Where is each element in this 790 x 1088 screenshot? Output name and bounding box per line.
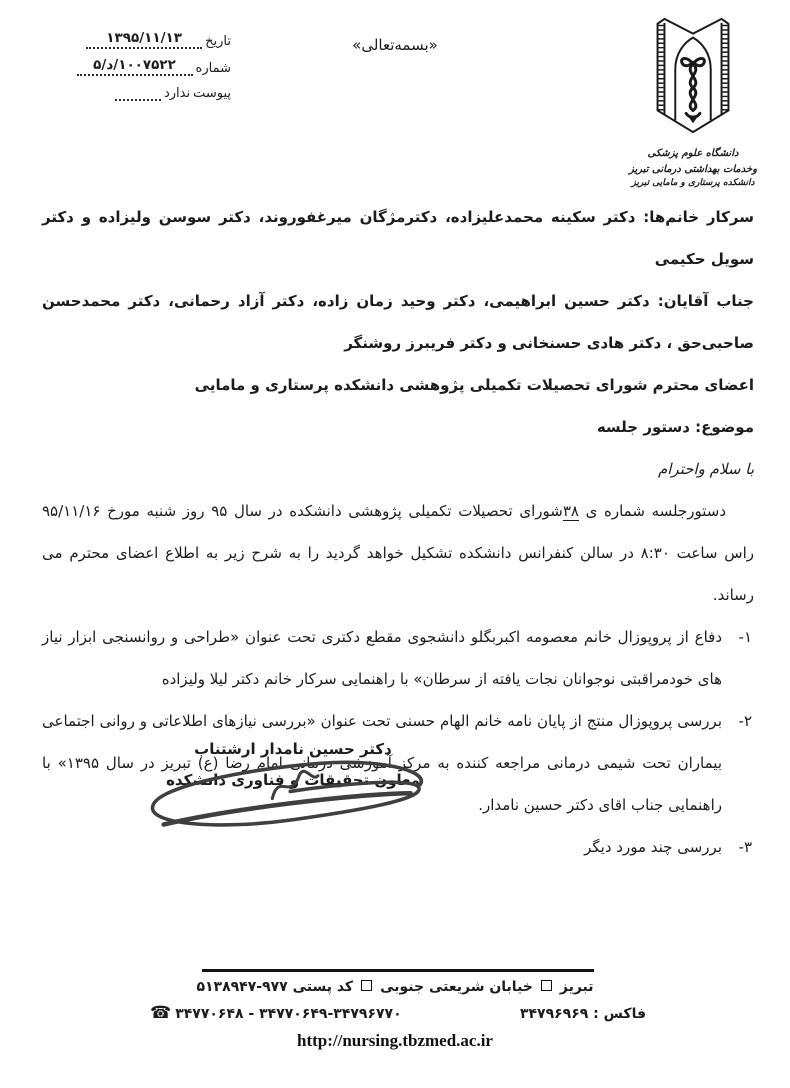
signature-block bbox=[128, 734, 458, 796]
number-label: شماره bbox=[195, 61, 231, 76]
recipients-men-line: جناب آقایان: دکتر حسین ابراهیمی، دکتر وحید زمان زاده، دکتر آزاد رحمانی، دکتر محمدحسن صاحبی‌حق ، دکتر هادی حسنخانی و دکتر فریبرز روشنگر bbox=[42, 292, 754, 352]
salutation-line: با سلام واحترام bbox=[657, 460, 754, 478]
footer-contacts-line bbox=[150, 1005, 646, 1022]
logo-caption-line2: وخدمات بهداشتی درمانی تبریز bbox=[628, 163, 758, 175]
recipients-block bbox=[42, 196, 754, 406]
agenda-item-3-marker: ۳- bbox=[738, 838, 752, 856]
agenda-item-2-text: بررسی پروپوزال منتج از پایان نامه خانم الهام حسنی تحت عنوان «بررسی نیازهای اطلاعاتی و روانی اجتماعی بیماران تحت شیمی درمانی مراجعه کننده به مرکز آموزشی درمانی امام رضا (ع) تبریز در سال ۱۳۹۵» با راهنمایی جناب اقای دکتر حسین نامدار. bbox=[42, 712, 722, 814]
phone-numbers: ۳۴۷۷۰۶۴۸ - ۳۴۷۷۰۶۴۹-۳۴۷۹۶۷۷۰ bbox=[175, 1005, 402, 1022]
number-row bbox=[26, 57, 231, 76]
subject-line: موضوع: دستور جلسه bbox=[596, 418, 754, 436]
address-street: خیابان شریعتی جنوبی bbox=[380, 979, 533, 995]
recipients-women-line: سرکار خانم‌ها: دکتر سکینه محمدعلیزاده، دکترمژگان میرغفوروند، دکتر سوسن ولیزاده و دکتر سویل حکیمی bbox=[42, 208, 754, 268]
recipients-council-line: اعضای محترم شورای تحصیلات تکمیلی پژوهشی دانشکده پرستاری و مامایی bbox=[194, 376, 754, 394]
website-link[interactable]: http://nursing.tbzmed.ac.ir bbox=[297, 1031, 493, 1050]
intro-part1: دستورجلسه شماره ی bbox=[578, 502, 726, 520]
intro-part2: شورای تحصیلات تکمیلی پژوهشی دانشکده در سال ۹۵ روز شنبه مورخ ۹۵/۱۱/۱۶ راس ساعت ۸:۳۰ در سالن کنفرانس دانشکده تشکیل خواهد گردید را به شرح زیر به اطلاع اعضای محترم می رساند. bbox=[42, 502, 754, 604]
session-number: ۳۸ bbox=[562, 502, 579, 520]
signer-title: معاون تحقیقات و فناوری دانشکده bbox=[166, 771, 420, 789]
snake-emblem-icon bbox=[682, 59, 705, 118]
square-bullet-icon bbox=[541, 980, 552, 991]
footer-website-line bbox=[0, 1031, 790, 1051]
attachment-value: ندارد bbox=[163, 86, 191, 101]
date-value: ۱۳۹۵/۱۱/۱۳ bbox=[86, 30, 202, 49]
fax-number: ۳۴۷۹۶۹۶۹ bbox=[519, 1005, 589, 1022]
logo-caption bbox=[614, 146, 772, 191]
agenda-item-1-marker: ۱- bbox=[738, 628, 752, 646]
footer-divider bbox=[202, 969, 594, 972]
number-value: ۵/د/۱۰۰۷۵۲۲ bbox=[77, 57, 193, 76]
agenda-item-2-marker: ۲- bbox=[738, 712, 752, 730]
address-city: تبریز bbox=[559, 979, 594, 995]
postal-code: ۵۱۳۸۹۴۷-۹۷۷ bbox=[196, 979, 288, 995]
fax-label: فاکس : bbox=[593, 1005, 646, 1022]
attachment-label: پیوست bbox=[193, 86, 231, 101]
university-logo bbox=[614, 12, 772, 191]
fax-group bbox=[520, 1006, 646, 1022]
intro-paragraph bbox=[42, 490, 754, 616]
square-bullet-icon bbox=[361, 980, 372, 991]
footer-address-line bbox=[95, 979, 695, 995]
phone-numbers-group bbox=[150, 1005, 402, 1022]
logo-caption-line1: دانشگاه علوم پزشکی bbox=[647, 148, 739, 159]
open-book-emblem-icon bbox=[633, 12, 753, 140]
date-label: تاریخ bbox=[205, 34, 231, 49]
besmele-text: «بسمه‌تعالی» bbox=[352, 36, 438, 54]
agenda-item-1-text: دفاع از پروپوزال خانم معصومه اکبربگلو دانشجوی مقطع دکتری تحت عنوان «طراحی و روانسنجی ابزار نیاز های خودمراقبتی نوجوانان نجات یافته از سرطان» با راهنمایی سرکار خانم دکتر لیلا ولیزاده bbox=[42, 628, 722, 688]
agenda-item-1 bbox=[42, 616, 754, 700]
attachment-row bbox=[26, 84, 231, 101]
telephone-icon: ☎ bbox=[150, 1003, 172, 1023]
agenda-item-3-text: بررسی چند مورد دیگر bbox=[584, 838, 722, 856]
signer-name: دکتر حسین نامدار ارشتناب bbox=[194, 740, 392, 758]
agenda-item-3 bbox=[42, 826, 754, 868]
logo-caption-line3: دانشکده پرستاری و مامایی تبریز bbox=[631, 178, 755, 188]
postal-label: کد پستی bbox=[292, 979, 354, 995]
attachment-dots bbox=[115, 84, 161, 101]
